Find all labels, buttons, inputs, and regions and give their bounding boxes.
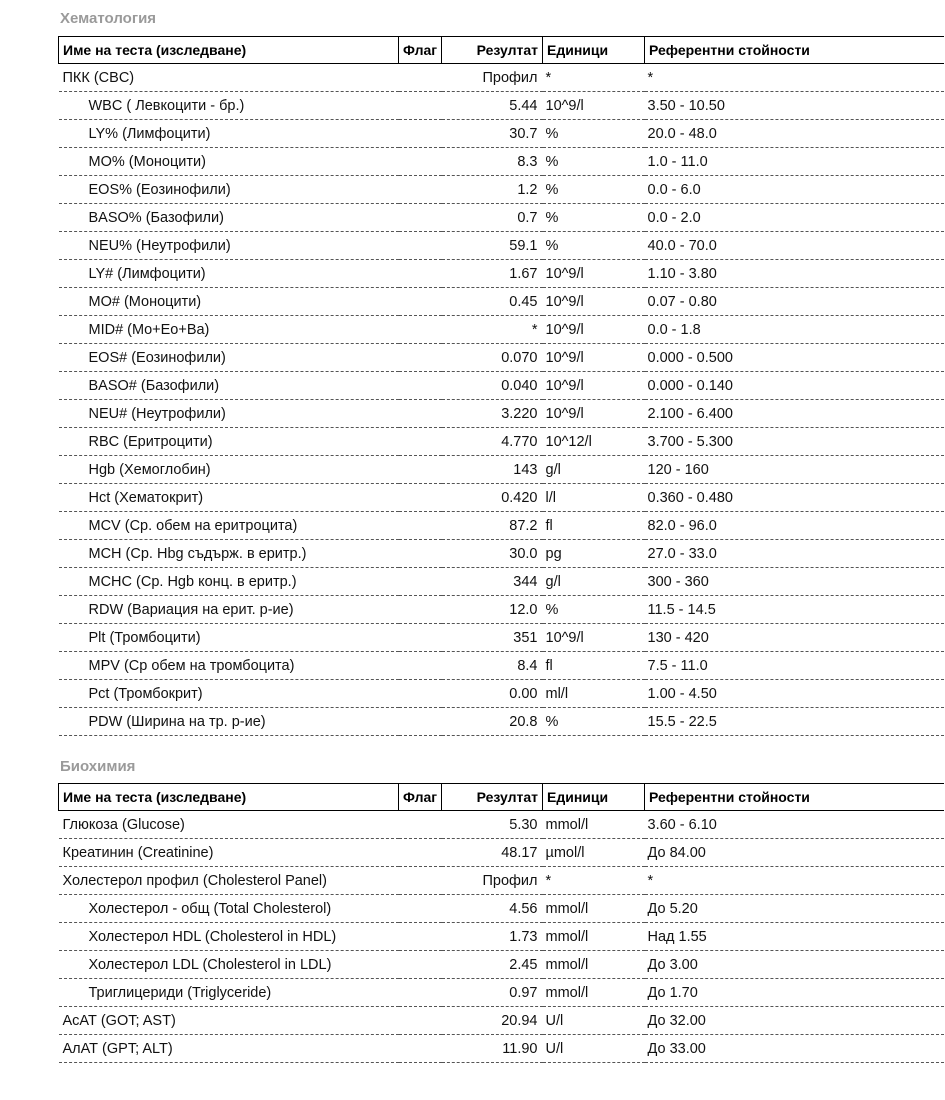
table-row (59, 148, 944, 176)
flag-cell (399, 1035, 442, 1063)
units-cell: g/l (543, 456, 645, 484)
units-cell: U/l (543, 1035, 645, 1063)
flag-cell (399, 951, 442, 979)
test-name-cell: АсАТ (GOT; AST) (59, 1007, 399, 1035)
reference-range-cell: 2.100 - 6.400 (645, 400, 944, 428)
result-cell: 11.90 (442, 1035, 543, 1063)
table-row (59, 232, 944, 260)
result-cell: 0.070 (442, 344, 543, 372)
units-cell: ml/l (543, 680, 645, 708)
table-row (59, 512, 944, 540)
test-name-cell: EOS# (Еозинофили) (59, 344, 399, 372)
result-cell: Профил (442, 64, 543, 92)
table-row (59, 1035, 944, 1063)
hematology-section-title: Хематология (60, 10, 157, 27)
table-row (59, 708, 944, 736)
table-row (59, 540, 944, 568)
units-cell: pg (543, 540, 645, 568)
result-cell: 30.0 (442, 540, 543, 568)
flag-cell (399, 867, 442, 895)
table-row (59, 1007, 944, 1035)
result-cell: 8.4 (442, 652, 543, 680)
units-cell: fl (543, 512, 645, 540)
reference-range-cell: 0.000 - 0.500 (645, 344, 944, 372)
result-cell: 0.7 (442, 204, 543, 232)
test-name-cell: MID# (Mo+Eo+Ba) (59, 316, 399, 344)
flag-cell (399, 456, 442, 484)
column-header-test-name: Име на теста (изследване) (59, 784, 399, 811)
reference-range-cell: 7.5 - 11.0 (645, 652, 944, 680)
flag-cell (399, 428, 442, 456)
units-cell: mmol/l (543, 951, 645, 979)
test-name-cell: ПКК (CBC) (59, 64, 399, 92)
reference-range-cell: До 3.00 (645, 951, 944, 979)
units-cell: 10^9/l (543, 260, 645, 288)
units-cell: * (543, 867, 645, 895)
reference-range-cell: 15.5 - 22.5 (645, 708, 944, 736)
result-cell: 1.2 (442, 176, 543, 204)
test-name-cell: NEU# (Неутрофили) (59, 400, 399, 428)
result-cell: Профил (442, 867, 543, 895)
reference-range-cell: 0.000 - 0.140 (645, 372, 944, 400)
column-header-test-name: Име на теста (изследване) (59, 37, 399, 64)
reference-range-cell: 11.5 - 14.5 (645, 596, 944, 624)
test-name-cell: Pct (Тромбокрит) (59, 680, 399, 708)
table-row (59, 288, 944, 316)
result-cell: 4.56 (442, 895, 543, 923)
table-row (59, 400, 944, 428)
reference-range-cell: 130 - 420 (645, 624, 944, 652)
result-cell: 5.30 (442, 811, 543, 839)
table-row (59, 372, 944, 400)
table-row (59, 316, 944, 344)
reference-range-cell: 3.700 - 5.300 (645, 428, 944, 456)
biochemistry-section-title: Биохимия (60, 758, 136, 775)
units-cell: 10^12/l (543, 428, 645, 456)
result-cell: 351 (442, 624, 543, 652)
test-name-cell: MCV (Ср. обем на еритроцита) (59, 512, 399, 540)
test-name-cell: Холестерол профил (Cholesterol Panel) (59, 867, 399, 895)
flag-cell (399, 568, 442, 596)
biochemistry-table (58, 783, 944, 1063)
header-row (59, 37, 944, 64)
units-cell: % (543, 708, 645, 736)
test-name-cell: Hct (Хематокрит) (59, 484, 399, 512)
hematology-table-header (59, 37, 944, 64)
table-row (59, 120, 944, 148)
reference-range-cell: 3.50 - 10.50 (645, 92, 944, 120)
result-cell: 59.1 (442, 232, 543, 260)
table-row (59, 92, 944, 120)
units-cell: g/l (543, 568, 645, 596)
flag-cell (399, 1007, 442, 1035)
reference-range-cell: 0.0 - 6.0 (645, 176, 944, 204)
test-name-cell: NEU% (Неутрофили) (59, 232, 399, 260)
column-header-units: Единици (543, 37, 645, 64)
result-cell: 30.7 (442, 120, 543, 148)
result-cell: 0.97 (442, 979, 543, 1007)
column-header-result: Резултат (442, 37, 543, 64)
result-cell: 1.73 (442, 923, 543, 951)
table-row (59, 596, 944, 624)
result-cell: 0.420 (442, 484, 543, 512)
result-cell: 0.45 (442, 288, 543, 316)
units-cell: U/l (543, 1007, 645, 1035)
flag-cell (399, 979, 442, 1007)
test-name-cell: MO# (Моноцити) (59, 288, 399, 316)
flag-cell (399, 92, 442, 120)
biochemistry-table-header (59, 784, 944, 811)
column-header-flag: Флаг (399, 37, 442, 64)
reference-range-cell: 3.60 - 6.10 (645, 811, 944, 839)
flag-cell (399, 923, 442, 951)
units-cell: µmol/l (543, 839, 645, 867)
flag-cell (399, 596, 442, 624)
test-name-cell: АлАТ (GPT; ALT) (59, 1035, 399, 1063)
flag-cell (399, 176, 442, 204)
units-cell: % (543, 204, 645, 232)
reference-range-cell: * (645, 64, 944, 92)
result-cell: 48.17 (442, 839, 543, 867)
result-cell: 344 (442, 568, 543, 596)
flag-cell (399, 316, 442, 344)
column-header-reference: Референтни стойности (645, 784, 944, 811)
units-cell: mmol/l (543, 811, 645, 839)
result-cell: 4.770 (442, 428, 543, 456)
hematology-table (58, 36, 944, 736)
result-cell: 3.220 (442, 400, 543, 428)
table-row (59, 484, 944, 512)
test-name-cell: LY% (Лимфоцити) (59, 120, 399, 148)
result-cell: 0.040 (442, 372, 543, 400)
table-row (59, 951, 944, 979)
test-name-cell: LY# (Лимфоцити) (59, 260, 399, 288)
reference-range-cell: 120 - 160 (645, 456, 944, 484)
flag-cell (399, 204, 442, 232)
biochemistry-table-body (59, 811, 944, 1063)
test-name-cell: MCHC (Ср. Hgb конц. в еритр.) (59, 568, 399, 596)
flag-cell (399, 680, 442, 708)
table-row (59, 839, 944, 867)
units-cell: 10^9/l (543, 316, 645, 344)
reference-range-cell: 1.10 - 3.80 (645, 260, 944, 288)
table-row (59, 895, 944, 923)
units-cell: 10^9/l (543, 372, 645, 400)
result-cell: 0.00 (442, 680, 543, 708)
reference-range-cell: 82.0 - 96.0 (645, 512, 944, 540)
flag-cell (399, 64, 442, 92)
flag-cell (399, 400, 442, 428)
reference-range-cell: 0.0 - 1.8 (645, 316, 944, 344)
test-name-cell: MCH (Ср. Hbg съдърж. в еритр.) (59, 540, 399, 568)
test-name-cell: PDW (Ширина на тр. р-ие) (59, 708, 399, 736)
column-header-result: Резултат (442, 784, 543, 811)
units-cell: 10^9/l (543, 344, 645, 372)
reference-range-cell: 1.0 - 11.0 (645, 148, 944, 176)
test-name-cell: RBC (Еритроцити) (59, 428, 399, 456)
table-row (59, 923, 944, 951)
reference-range-cell: До 1.70 (645, 979, 944, 1007)
hematology-table-body (59, 64, 944, 736)
reference-range-cell: До 5.20 (645, 895, 944, 923)
table-row (59, 867, 944, 895)
test-name-cell: Креатинин (Creatinine) (59, 839, 399, 867)
table-row (59, 64, 944, 92)
result-cell: 143 (442, 456, 543, 484)
table-row (59, 344, 944, 372)
flag-cell (399, 148, 442, 176)
table-row (59, 428, 944, 456)
reference-range-cell: 40.0 - 70.0 (645, 232, 944, 260)
test-name-cell: MPV (Ср обем на тромбоцита) (59, 652, 399, 680)
units-cell: % (543, 148, 645, 176)
test-name-cell: Глюкоза (Glucose) (59, 811, 399, 839)
units-cell: 10^9/l (543, 400, 645, 428)
test-name-cell: RDW (Вариация на ерит. р-ие) (59, 596, 399, 624)
reference-range-cell: 27.0 - 33.0 (645, 540, 944, 568)
test-name-cell: WBC ( Левкоцити - бр.) (59, 92, 399, 120)
reference-range-cell: 0.07 - 0.80 (645, 288, 944, 316)
reference-range-cell: До 84.00 (645, 839, 944, 867)
units-cell: mmol/l (543, 979, 645, 1007)
test-name-cell: MO% (Моноцити) (59, 148, 399, 176)
test-name-cell: Холестерол HDL (Cholesterol in HDL) (59, 923, 399, 951)
reference-range-cell: * (645, 867, 944, 895)
reference-range-cell: До 32.00 (645, 1007, 944, 1035)
units-cell: mmol/l (543, 923, 645, 951)
result-cell: 2.45 (442, 951, 543, 979)
flag-cell (399, 811, 442, 839)
units-cell: % (543, 120, 645, 148)
flag-cell (399, 839, 442, 867)
flag-cell (399, 288, 442, 316)
test-name-cell: Триглицериди (Triglyceride) (59, 979, 399, 1007)
column-header-units: Единици (543, 784, 645, 811)
reference-range-cell: Над 1.55 (645, 923, 944, 951)
table-row (59, 568, 944, 596)
test-name-cell: Plt (Тромбоцити) (59, 624, 399, 652)
units-cell: * (543, 64, 645, 92)
units-cell: % (543, 232, 645, 260)
test-name-cell: Hgb (Хемоглобин) (59, 456, 399, 484)
result-cell: 1.67 (442, 260, 543, 288)
units-cell: 10^9/l (543, 624, 645, 652)
reference-range-cell: 1.00 - 4.50 (645, 680, 944, 708)
result-cell: 20.94 (442, 1007, 543, 1035)
test-name-cell: Холестерол LDL (Cholesterol in LDL) (59, 951, 399, 979)
table-row (59, 811, 944, 839)
flag-cell (399, 895, 442, 923)
flag-cell (399, 484, 442, 512)
flag-cell (399, 624, 442, 652)
result-cell: 20.8 (442, 708, 543, 736)
reference-range-cell: 20.0 - 48.0 (645, 120, 944, 148)
reference-range-cell: 300 - 360 (645, 568, 944, 596)
flag-cell (399, 540, 442, 568)
header-row (59, 784, 944, 811)
table-row (59, 680, 944, 708)
test-name-cell: EOS% (Еозинофили) (59, 176, 399, 204)
units-cell: % (543, 596, 645, 624)
reference-range-cell: До 33.00 (645, 1035, 944, 1063)
column-header-reference: Референтни стойности (645, 37, 944, 64)
table-row (59, 260, 944, 288)
flag-cell (399, 652, 442, 680)
units-cell: % (543, 176, 645, 204)
units-cell: l/l (543, 484, 645, 512)
flag-cell (399, 232, 442, 260)
table-row (59, 979, 944, 1007)
result-cell: 5.44 (442, 92, 543, 120)
column-header-flag: Флаг (399, 784, 442, 811)
flag-cell (399, 344, 442, 372)
reference-range-cell: 0.360 - 0.480 (645, 484, 944, 512)
flag-cell (399, 120, 442, 148)
test-name-cell: Холестерол - общ (Total Cholesterol) (59, 895, 399, 923)
test-name-cell: BASO# (Базофили) (59, 372, 399, 400)
flag-cell (399, 372, 442, 400)
test-name-cell: BASO% (Базофили) (59, 204, 399, 232)
units-cell: 10^9/l (543, 288, 645, 316)
flag-cell (399, 512, 442, 540)
units-cell: 10^9/l (543, 92, 645, 120)
result-cell: 87.2 (442, 512, 543, 540)
result-cell: * (442, 316, 543, 344)
result-cell: 8.3 (442, 148, 543, 176)
table-row (59, 652, 944, 680)
reference-range-cell: 0.0 - 2.0 (645, 204, 944, 232)
table-row (59, 204, 944, 232)
table-row (59, 176, 944, 204)
flag-cell (399, 260, 442, 288)
flag-cell (399, 708, 442, 736)
units-cell: fl (543, 652, 645, 680)
table-row (59, 624, 944, 652)
result-cell: 12.0 (442, 596, 543, 624)
table-row (59, 456, 944, 484)
units-cell: mmol/l (543, 895, 645, 923)
